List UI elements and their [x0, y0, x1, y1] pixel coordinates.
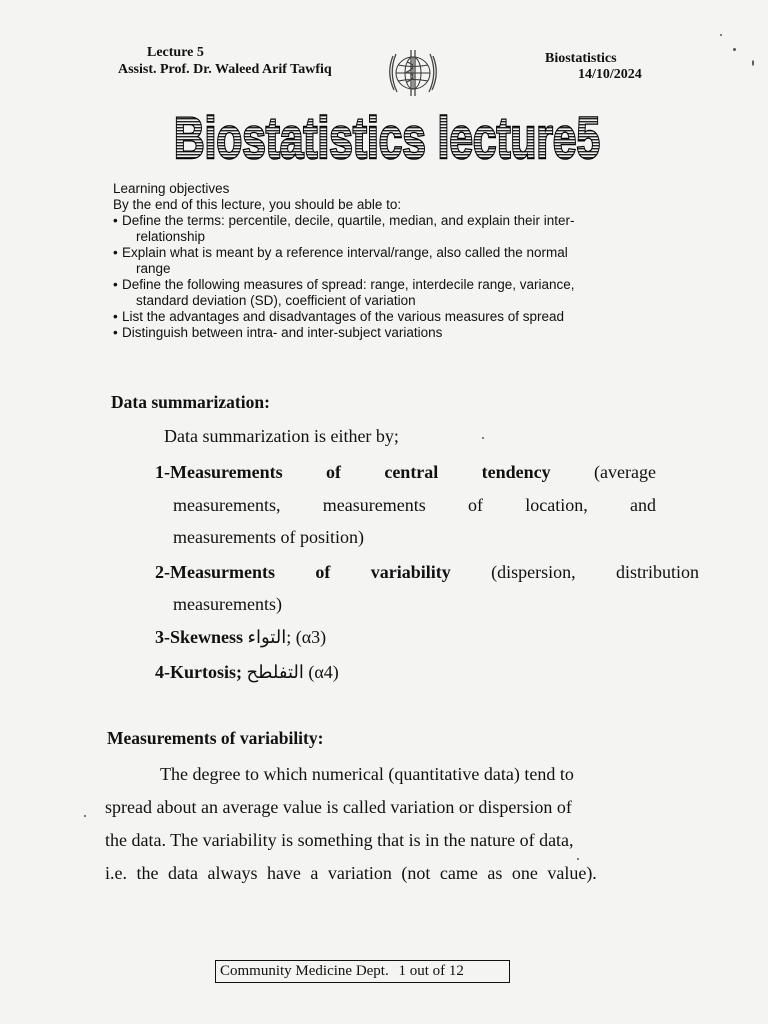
who-emblem-icon — [384, 46, 442, 100]
item-text: (α4) — [308, 662, 339, 682]
data-summarization-intro: Data summarization is either by; — [164, 426, 399, 446]
item-variability — [155, 561, 699, 583]
footer-dept: Community Medicine Dept. — [220, 963, 389, 979]
item-label: of — [315, 562, 331, 582]
item-text: ; (α3) — [286, 627, 327, 647]
item-label: of — [325, 462, 341, 482]
page-footer — [215, 960, 510, 983]
item-text: (dispersion, — [491, 562, 576, 582]
objectives-list — [113, 213, 653, 341]
item-label: central — [384, 462, 439, 482]
scan-speck — [84, 815, 86, 817]
lecture-date: 14/10/2024 — [578, 67, 642, 82]
item-variability-line2: measurements) — [173, 594, 282, 614]
objective-text: • List the advantages and disadvantages of the various measures of spread — [122, 309, 565, 324]
objective-text: • Define the terms: percentile, decile, quartile, median, and explain their inter- — [122, 213, 575, 228]
scan-speck — [752, 60, 754, 66]
list-item — [113, 213, 653, 245]
item-text: measurements, — [173, 495, 281, 515]
item-label: tendency — [481, 462, 551, 482]
objective-text-cont: range — [136, 261, 171, 276]
item-label: variability — [370, 562, 451, 582]
objective-text: • Distinguish between intra- and inter-subject variations — [122, 325, 443, 340]
scan-speck — [720, 34, 722, 36]
learning-objectives — [113, 181, 653, 341]
author-name: Assist. Prof. Dr. Waleed Arif Tawfiq — [118, 62, 332, 77]
title-art-text: Biostatistics lecture5 — [174, 106, 600, 171]
objective-text-cont: standard deviation (SD), coefficient of variation — [136, 293, 416, 308]
item-label: 4-Kurtosis; — [155, 662, 242, 682]
variability-para-line2: spread about an average value is called variation or dispersion of — [105, 797, 572, 817]
scan-speck — [733, 48, 736, 51]
objectives-heading: Learning objectives — [113, 181, 230, 196]
item-central-tendency-line2 — [173, 494, 656, 516]
item-text: distribution — [615, 562, 699, 582]
list-item — [113, 309, 653, 325]
variability-heading: Measurements of variability: — [107, 728, 324, 748]
item-text: (average — [594, 462, 656, 482]
objectives-intro: By the end of this lecture, you should be able to: — [113, 197, 402, 212]
objective-text: • Define the following measures of spread: range, interdecile range, variance, — [122, 277, 575, 292]
item-kurtosis — [155, 661, 339, 683]
variability-para-line1: The degree to which numerical (quantitative data) tend to — [160, 764, 574, 784]
item-text: and — [629, 495, 656, 515]
subject-name: Biostatistics — [545, 51, 617, 66]
item-label: 2-Measurments — [155, 562, 275, 582]
item-central-tendency — [155, 461, 656, 483]
variability-para-line4: i.e. the data always have a variation (not came as one value). — [105, 863, 597, 883]
item-text: location, — [525, 495, 588, 515]
page-number: 1 out of 12 — [398, 963, 464, 979]
item-skewness — [155, 626, 326, 648]
item-central-tendency-line3: measurements of position) — [173, 527, 364, 547]
variability-para-line3: the data. The variability is something that is in the nature of data, — [105, 830, 574, 850]
item-text: measurements — [322, 495, 426, 515]
arabic-term: التفلطح — [246, 662, 304, 682]
item-label: 3-Skewness — [155, 627, 244, 647]
list-item — [113, 325, 653, 341]
data-summarization-heading: Data summarization: — [111, 392, 270, 412]
lecture-title-banner — [170, 106, 604, 171]
scan-speck — [482, 437, 484, 439]
list-item — [113, 277, 653, 309]
list-item — [113, 245, 653, 277]
objective-text-cont: relationship — [136, 229, 206, 244]
item-label: 1-Measurements — [155, 462, 283, 482]
lecture-number: Lecture 5 — [147, 45, 204, 60]
objective-text: • Explain what is meant by a reference interval/range, also called the normal — [122, 245, 568, 260]
item-text: of — [467, 495, 483, 515]
arabic-term: التواء — [247, 627, 287, 647]
scan-speck — [577, 858, 579, 860]
